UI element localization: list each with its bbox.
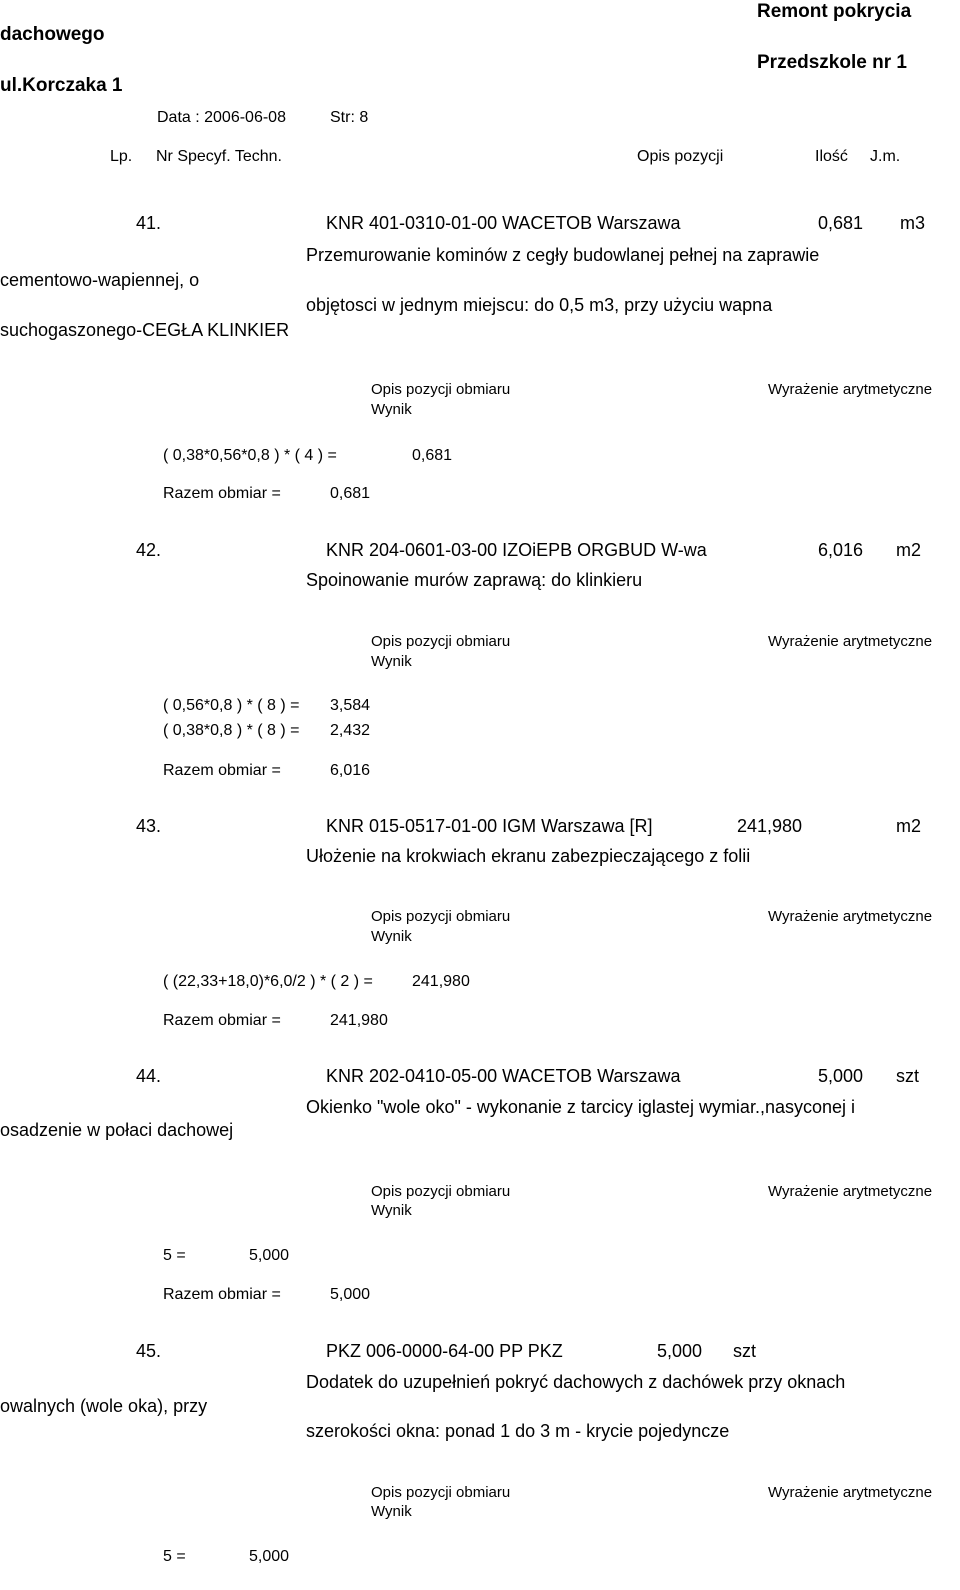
item-desc: objętosci w jednym miejscu: do 0,5 m3, przy użyciu wapna xyxy=(306,295,773,315)
item-desc: osadzenie w połaci dachowej xyxy=(0,1120,234,1140)
measure-wyrazenie-header: Wyrażenie arytmetyczne xyxy=(768,633,933,650)
measure-wyrazenie-header: Wyrażenie arytmetyczne xyxy=(768,908,933,925)
calc-expression: ( 0,38*0,8 ) * ( 8 ) = xyxy=(163,722,300,739)
item-qty: 5,000 xyxy=(657,1341,703,1361)
item-lp: 42. xyxy=(136,540,162,560)
calc-expression: ( 0,38*0,56*0,8 ) * ( 4 ) = xyxy=(163,447,337,464)
header-left-line2: ul.Korczaka 1 xyxy=(0,75,123,96)
item-desc: szerokości okna: ponad 1 do 3 m - krycie pojedyncze xyxy=(306,1421,730,1441)
calc-value: 5,000 xyxy=(249,1548,290,1565)
col-spec: Nr Specyf. Techn. xyxy=(156,148,282,165)
item-code: KNR 401-0310-01-00 WACETOB Warszawa xyxy=(326,213,681,233)
measure-wyrazenie-header: Wyrażenie arytmetyczne xyxy=(768,1183,933,1200)
measure-opis-header: Opis pozycji obmiaru xyxy=(371,1484,511,1501)
calc-expression: ( (22,33+18,0)*6,0/2 ) * ( 2 ) = xyxy=(163,973,373,990)
razem-value: 6,016 xyxy=(330,762,371,779)
item-qty: 5,000 xyxy=(818,1066,864,1086)
col-lp: Lp. xyxy=(110,148,133,165)
measure-wynik-header: Wynik xyxy=(371,401,412,418)
measure-wynik-header: Wynik xyxy=(371,1503,412,1520)
col-opis: Opis pozycji xyxy=(637,148,724,165)
calc-value: 241,980 xyxy=(412,973,470,990)
item-lp: 41. xyxy=(136,213,162,233)
item-code: PKZ 006-0000-64-00 PP PKZ xyxy=(326,1341,563,1361)
item-unit: szt xyxy=(733,1341,757,1361)
item-desc: Ułożenie na krokwiach ekranu zabezpieczającego z folii xyxy=(306,846,751,866)
measure-wyrazenie-header: Wyrażenie arytmetyczne xyxy=(768,381,933,398)
calc-expression: ( 0,56*0,8 ) * ( 8 ) = xyxy=(163,697,300,714)
calc-value: 0,681 xyxy=(412,447,453,464)
item-qty: 6,016 xyxy=(818,540,864,560)
item-code: KNR 015-0517-01-00 IGM Warszawa [R] xyxy=(326,816,653,836)
item-code: KNR 204-0601-03-00 IZOiEPB ORGBUD W-wa xyxy=(326,540,707,560)
calc-value: 5,000 xyxy=(249,1247,290,1264)
item-desc: Dodatek do uzupełnień pokryć dachowych z dachówek przy oknach xyxy=(306,1372,846,1392)
header-right-line2: Przedszkole nr 1 xyxy=(757,52,907,73)
item-qty: 241,980 xyxy=(737,816,803,836)
razem-value: 241,980 xyxy=(330,1012,388,1029)
item-desc: Przemurowanie kominów z cegły budowlanej pełnej na zaprawie xyxy=(306,245,820,265)
item-unit: m2 xyxy=(896,540,922,560)
measure-opis-header: Opis pozycji obmiaru xyxy=(371,908,511,925)
razem-label: Razem obmiar = xyxy=(163,1286,281,1303)
item-desc: suchogaszonego-CEGŁA KLINKIER xyxy=(0,320,290,340)
measure-wynik-header: Wynik xyxy=(371,928,412,945)
item-lp: 44. xyxy=(136,1066,162,1086)
item-desc: owalnych (wole oka), przy xyxy=(0,1396,208,1416)
item-desc: Okienko "wole oko" - wykonanie z tarcicy iglastej wymiar.,nasyconej i xyxy=(306,1097,855,1117)
measure-wynik-header: Wynik xyxy=(371,1202,412,1219)
calc-value: 2,432 xyxy=(330,722,371,739)
item-desc: Spoinowanie murów zaprawą: do klinkieru xyxy=(306,570,643,590)
header-left-line1: dachowego xyxy=(0,24,105,45)
item-qty: 0,681 xyxy=(818,213,864,233)
measure-opis-header: Opis pozycji obmiaru xyxy=(371,1183,511,1200)
measure-opis-header: Opis pozycji obmiaru xyxy=(371,381,511,398)
measure-wynik-header: Wynik xyxy=(371,653,412,670)
col-jm: J.m. xyxy=(870,148,901,165)
item-unit: szt xyxy=(896,1066,920,1086)
item-lp: 43. xyxy=(136,816,162,836)
col-ilosc: Ilość xyxy=(815,148,848,165)
item-unit: m2 xyxy=(896,816,922,836)
calc-expression: 5 = xyxy=(163,1548,186,1565)
header-page: Str: 8 xyxy=(330,109,369,126)
razem-value: 5,000 xyxy=(330,1286,371,1303)
measure-opis-header: Opis pozycji obmiaru xyxy=(371,633,511,650)
header-right-line1: Remont pokrycia xyxy=(757,1,912,22)
measure-wyrazenie-header: Wyrażenie arytmetyczne xyxy=(768,1484,933,1501)
calc-expression: 5 = xyxy=(163,1247,186,1264)
razem-value: 0,681 xyxy=(330,485,371,502)
item-unit: m3 xyxy=(900,213,926,233)
item-code: KNR 202-0410-05-00 WACETOB Warszawa xyxy=(326,1066,681,1086)
razem-label: Razem obmiar = xyxy=(163,485,281,502)
razem-label: Razem obmiar = xyxy=(163,1012,281,1029)
calc-value: 3,584 xyxy=(330,697,371,714)
item-lp: 45. xyxy=(136,1341,162,1361)
razem-label: Razem obmiar = xyxy=(163,762,281,779)
header-date: Data : 2006-06-08 xyxy=(157,109,286,126)
item-desc: cementowo-wapiennej, o xyxy=(0,270,200,290)
